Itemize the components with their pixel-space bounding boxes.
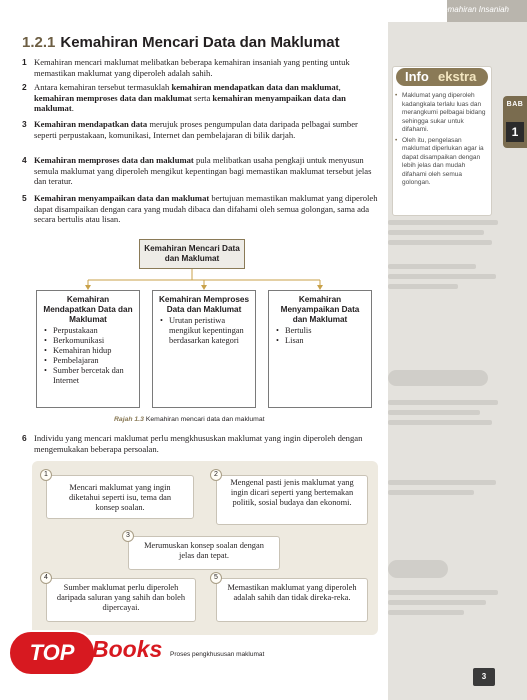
paragraph-bold: Kemahiran menyampaikan data dan maklumat xyxy=(34,193,210,203)
paragraph-bold: kemahiran memproses data dan maklumat xyxy=(34,92,192,103)
section-number: 1.2.1 xyxy=(22,34,56,51)
list-item: • Sumber bercetak dan Internet xyxy=(41,366,135,386)
process-step-2: Mengenal pasti jenis maklumat yang ingin dicari seperti yang bertemakan politik, sosial budaya dan ekonomi. xyxy=(216,475,368,525)
process-step-3: Merumuskan konsep soalan dengan jelas dan tepat. xyxy=(128,536,280,570)
paragraph-text: Antara kemahiran tersebut termasuklah xyxy=(34,82,172,92)
list-item: • Bertulis xyxy=(273,326,367,336)
paragraph-text: pula melibatkan usaha pengkaji untuk menyusun semula maklumat yang diperoleh mengikut kepentingan bagi memastikan maklumat tersebut jelas dan teratur. xyxy=(34,155,372,187)
paragraph-text: Kemahiran mencari maklumat melibatkan beberapa kemahiran insaniah yang penting untuk memastikan maklumat yang diperoleh adalah sahih. xyxy=(34,57,350,78)
running-title: Kemahiran Insaniah xyxy=(437,5,509,14)
paragraph-number: 6 xyxy=(22,433,27,443)
figure-caption-label: Rajah 1.3 xyxy=(114,416,144,423)
topbooks-watermark-logo xyxy=(8,630,198,682)
figure-caption xyxy=(114,416,265,423)
watermark-top: TOP xyxy=(8,630,96,676)
paragraph-number: 1 xyxy=(22,57,27,67)
diagram-node-menyampaikan xyxy=(268,290,372,408)
diagram-node-mendapatkan xyxy=(36,290,140,408)
paragraph-6 xyxy=(22,433,380,454)
process-caption: Proses pengkhususan maklumat xyxy=(170,651,265,658)
step-number: 2 xyxy=(210,469,222,481)
figure-caption-text: Kemahiran mencari data dan maklumat xyxy=(145,416,265,423)
process-step-1: Mencari maklumat yang ingin diketahui seperti isu, tema dan konsep soalan. xyxy=(46,475,194,519)
step-number: 4 xyxy=(40,572,52,584)
paragraph-bold: kemahiran menyampaikan data dan maklumat xyxy=(34,92,346,114)
list-item: • Kemahiran hidup xyxy=(41,346,135,356)
section-title: Kemahiran Mencari Data dan Maklumat xyxy=(60,34,340,51)
info-ekstra-label-b: ekstra xyxy=(438,69,477,84)
diagram-root-node: Kemahiran Mencari Data dan Maklumat xyxy=(139,239,245,269)
page-number: 3 xyxy=(473,668,495,686)
diagram-node-title: Kemahiran Menyampaikan Data dan Maklumat xyxy=(280,295,360,324)
paragraph-bold: Kemahiran mendapatkan data xyxy=(34,119,148,129)
paragraph-number: 2 xyxy=(22,82,27,92)
chapter-tab-number: 1 xyxy=(506,122,524,142)
step-number: 5 xyxy=(210,572,222,584)
paragraph-text: serta xyxy=(191,92,213,103)
paragraph-text: bertujuan memastikan maklumat yang diperoleh dapat disampaikan dengan cara yang mudah dibaca dan difahami oleh semua golongan, sama ada secara bertulis atau lisan. xyxy=(34,193,378,225)
process-step-5: Memastikan maklumat yang diperoleh adalah sahih dan tidak direka-reka. xyxy=(216,578,368,622)
paragraph-text: . xyxy=(71,103,74,114)
paragraph-text: merujuk proses pengumpulan data daripada pelbagai sumber seperti perpustakaan, komunikasi, Internet dan pembelajaran di bilik darjah. xyxy=(34,119,358,140)
diagram-node-title: Kemahiran Memproses Data dan Maklumat xyxy=(158,295,250,314)
paragraph-text: , xyxy=(338,82,341,92)
diagram-node-list xyxy=(41,326,135,386)
info-ekstra-item: • Maklumat yang diperoleh kadangkala terlalu luas dan merangkumi pelbagai bidang sehingga sukar untuk difahami. xyxy=(394,92,490,135)
info-ekstra-item: • Oleh itu, pengelasan maklumat diperlukan agar ia dapat disampaikan dengan lebih jelas dan mudah difahami oleh semua golongan. xyxy=(394,137,490,188)
diagram-node-list xyxy=(157,316,251,346)
paragraph-text: Individu yang mencari maklumat perlu mengkhususkan maklumat yang ingin diperoleh dengan mengemukakan beberapa persoalan. xyxy=(34,433,363,454)
diagram-node-title: Kemahiran Mendapatkan Data dan Maklumat xyxy=(43,295,133,324)
watermark-books: Books xyxy=(92,636,163,662)
list-item: • Lisan xyxy=(273,336,367,346)
diagram-node-memproses xyxy=(152,290,256,408)
paragraph-number: 4 xyxy=(22,155,27,165)
process-step-4: Sumber maklumat perlu diperoleh daripada saluran yang sahih dan boleh dipercayai. xyxy=(46,578,196,622)
list-item: • Urutan peristiwa mengikut kepentingan berdasarkan kategori xyxy=(157,316,251,346)
diagram-node-list xyxy=(273,326,367,346)
list-item: • Pembelajaran xyxy=(41,356,135,366)
paragraph-number: 3 xyxy=(22,119,27,129)
chapter-tab-label: BAB xyxy=(506,101,524,108)
paragraph-bold: Kemahiran memproses data dan maklumat xyxy=(34,155,194,165)
paragraph-bold: kemahiran mendapatkan data dan maklumat xyxy=(171,82,339,92)
step-number: 3 xyxy=(122,530,134,542)
list-item: • Berkomunikasi xyxy=(41,336,135,346)
info-ekstra-label-a: Info xyxy=(405,69,429,84)
list-item: • Perpustakaan xyxy=(41,326,135,336)
paragraph-number: 5 xyxy=(22,193,27,203)
step-number: 1 xyxy=(40,469,52,481)
